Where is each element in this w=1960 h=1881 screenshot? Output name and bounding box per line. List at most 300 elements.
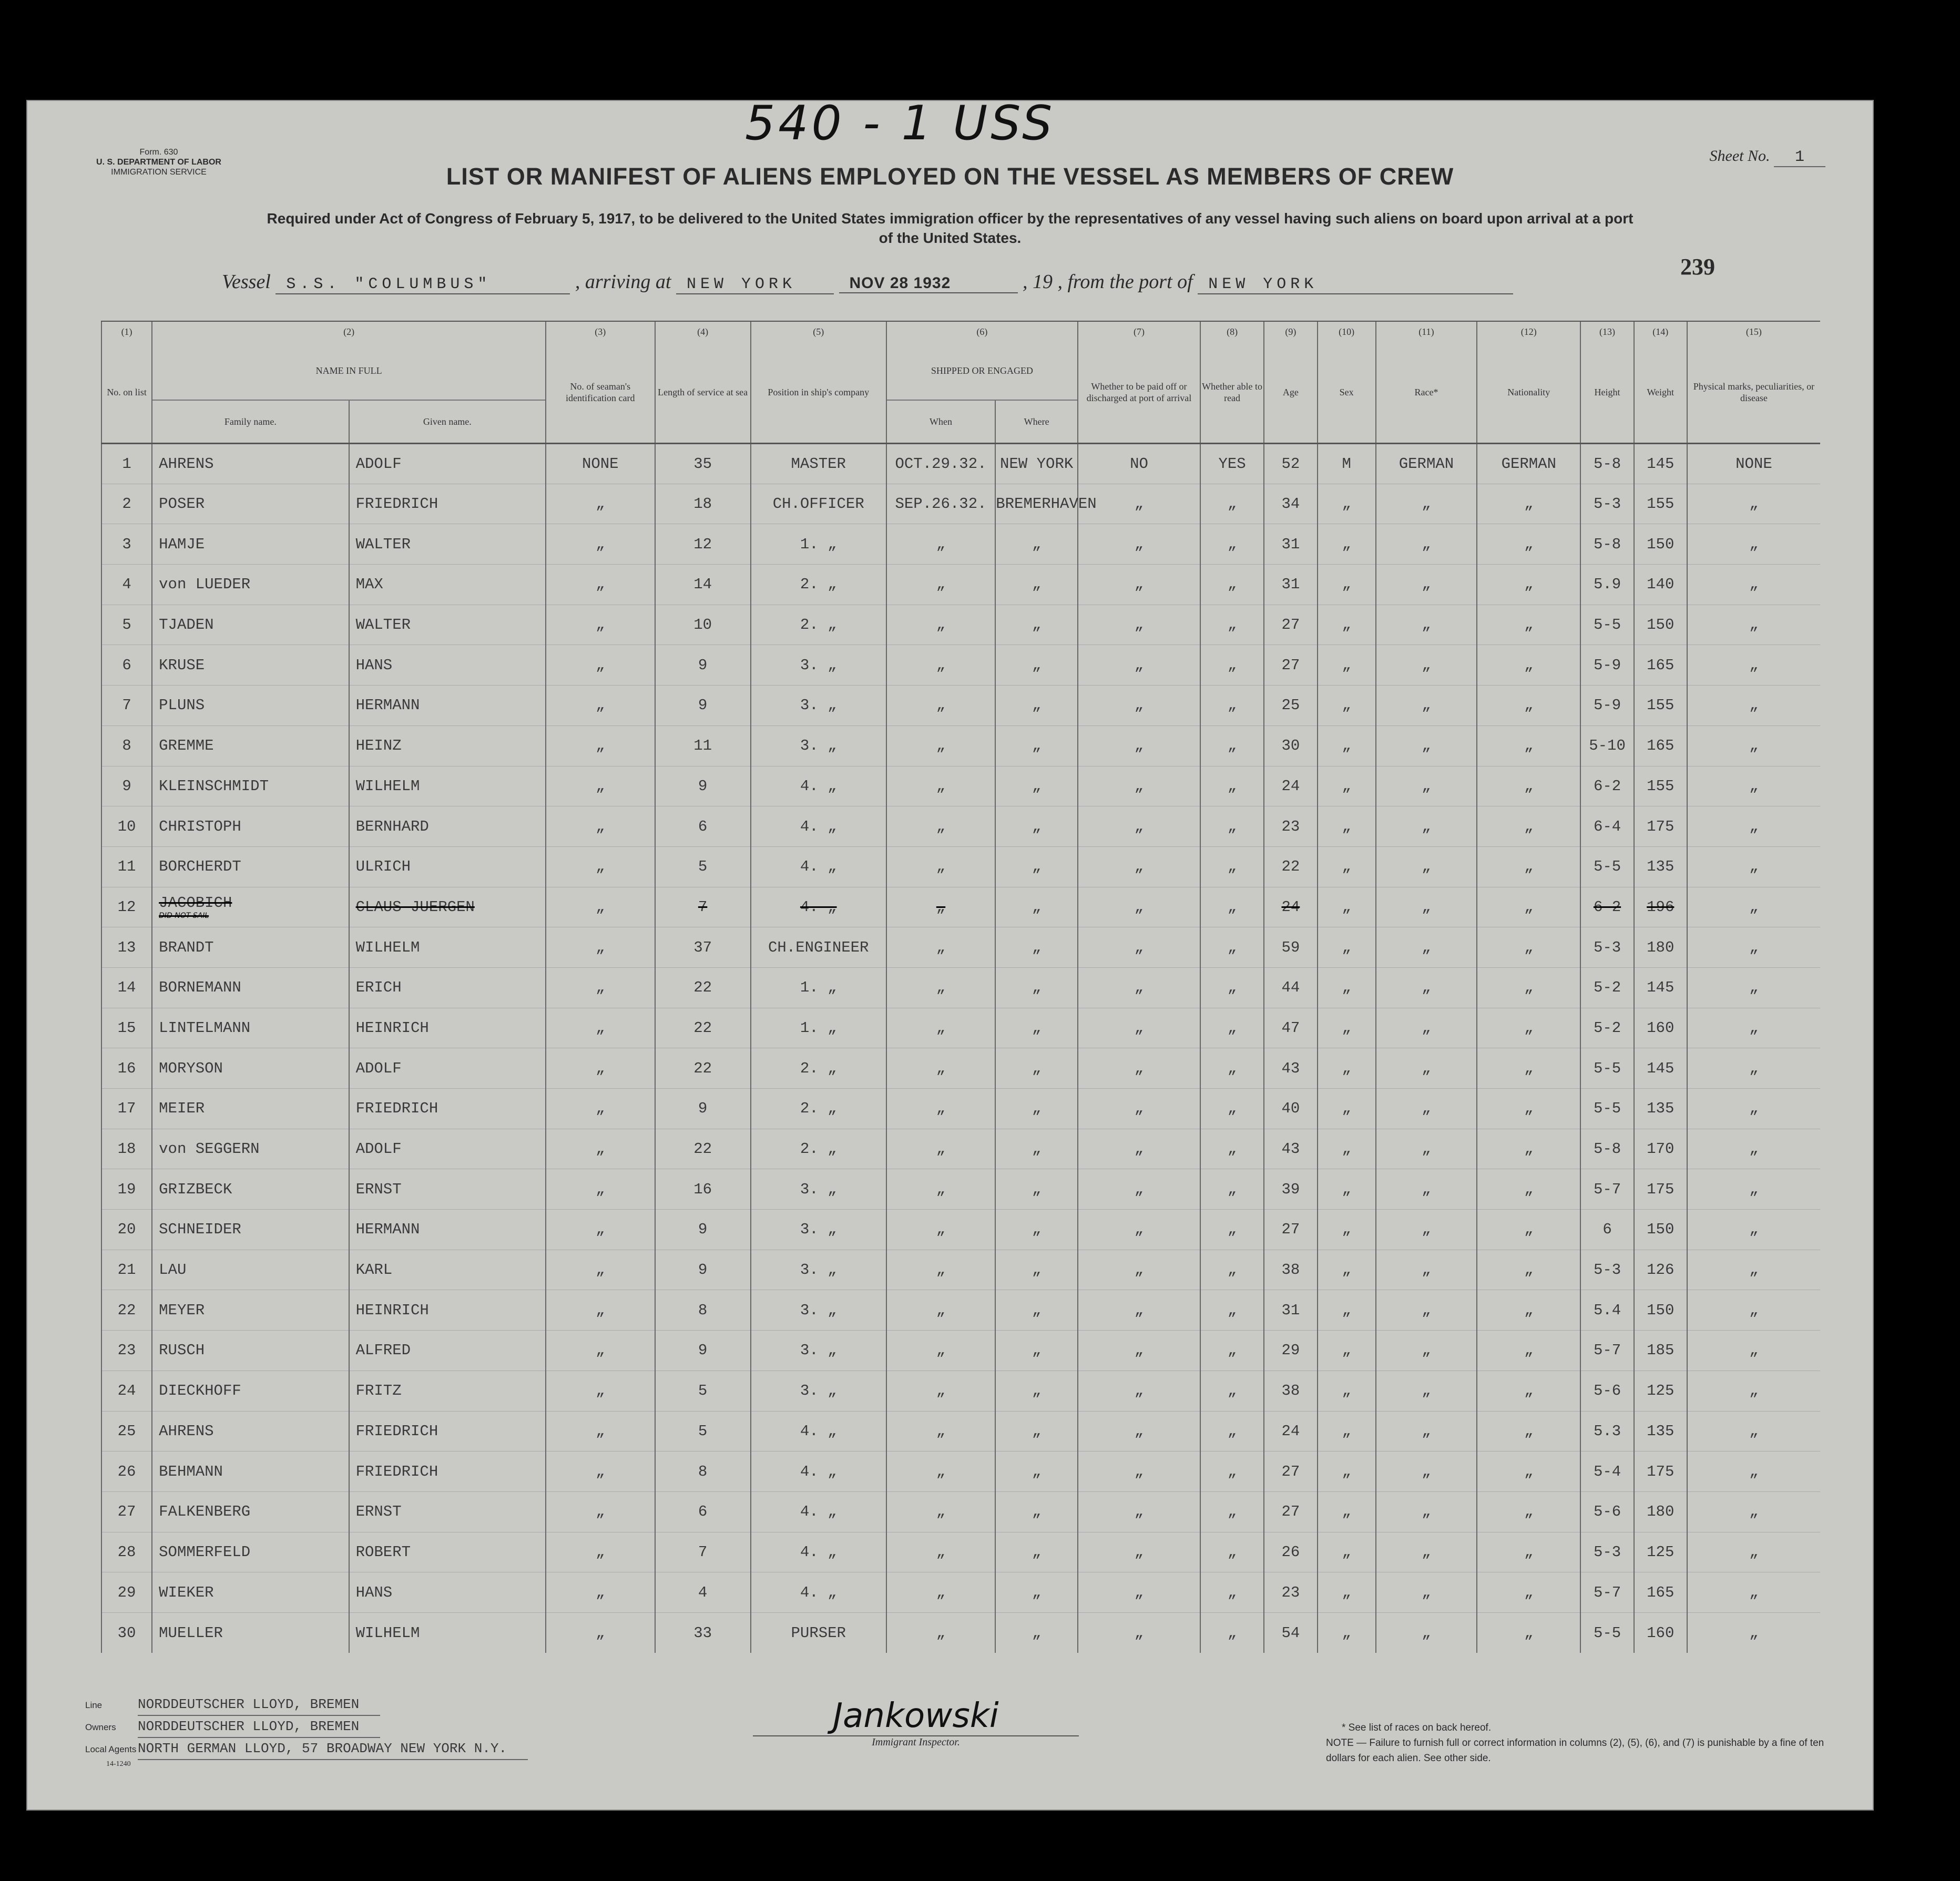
family-name-cell: KLEINSCHMIDT: [152, 766, 349, 806]
height-cell: 5-5: [1580, 1048, 1634, 1089]
form-number: Form. 630: [139, 148, 178, 157]
able-to-read-cell: „: [1200, 1129, 1264, 1169]
id-card-cell: „: [546, 1089, 655, 1129]
position-cell: MASTER: [751, 444, 886, 484]
position-cell: 1. „: [751, 524, 886, 565]
height-cell: 6: [1580, 1210, 1634, 1250]
table-row: [101, 846, 1820, 887]
years-at-sea-cell: 9: [655, 645, 751, 686]
nationality-cell: „: [1477, 927, 1580, 968]
shipped-when-cell: „: [886, 1290, 995, 1331]
row-number-cell: 19: [101, 1169, 152, 1210]
able-to-read-cell: „: [1200, 524, 1264, 565]
id-card-cell: „: [546, 1169, 655, 1210]
weight-cell: 175: [1634, 1451, 1687, 1492]
family-name-cell: POSER: [152, 484, 349, 524]
age-cell: 25: [1264, 686, 1317, 726]
physical-marks-cell: „: [1687, 1048, 1820, 1089]
nationality-cell: „: [1477, 1491, 1580, 1532]
id-card-cell: „: [546, 645, 655, 686]
shipped-when-cell: „: [886, 1210, 995, 1250]
position-cell: 3. „: [751, 1210, 886, 1250]
shipped-where-cell: „: [995, 967, 1078, 1008]
shipped-when-cell: „: [886, 1250, 995, 1290]
given-name-cell: MAX: [349, 565, 546, 605]
position-cell: 3. „: [751, 1250, 886, 1290]
height-cell: 5-8: [1580, 444, 1634, 484]
years-at-sea-cell: 4: [655, 1572, 751, 1613]
arriving-label: , arriving at: [575, 271, 671, 293]
weight-cell: 150: [1634, 605, 1687, 645]
years-at-sea-cell: 14: [655, 565, 751, 605]
id-card-cell: „: [546, 1572, 655, 1613]
sex-cell: „: [1318, 927, 1376, 968]
id-card-cell: „: [546, 605, 655, 645]
header-family-name: Family name.: [152, 400, 349, 444]
col-num: (6): [886, 321, 1078, 342]
years-at-sea-cell: 9: [655, 1250, 751, 1290]
header-nationality: Nationality: [1477, 342, 1580, 444]
family-name-cell: von LUEDER: [152, 565, 349, 605]
given-name-cell: FRIEDRICH: [349, 1411, 546, 1451]
shipped-when-cell: „: [886, 1331, 995, 1371]
table-row: [101, 605, 1820, 645]
id-card-cell: „: [546, 1250, 655, 1290]
family-name-cell: MEYER: [152, 1290, 349, 1331]
position-cell: 2. „: [751, 605, 886, 645]
weight-cell: 185: [1634, 1331, 1687, 1371]
col-num: (12): [1477, 321, 1580, 342]
physical-marks-cell: „: [1687, 524, 1820, 565]
table-row: [101, 1331, 1820, 1371]
able-to-read-cell: „: [1200, 887, 1264, 927]
position-cell: 3. „: [751, 1371, 886, 1411]
years-at-sea-cell: 5: [655, 1411, 751, 1451]
weight-cell: 135: [1634, 1411, 1687, 1451]
row-number-cell: 9: [101, 766, 152, 806]
able-to-read-cell: „: [1200, 1331, 1264, 1371]
years-at-sea-cell: 6: [655, 1491, 751, 1532]
id-card-cell: „: [546, 1331, 655, 1371]
race-cell: „: [1376, 967, 1477, 1008]
shipped-where-cell: „: [995, 524, 1078, 565]
race-cell: „: [1376, 806, 1477, 847]
age-cell: 22: [1264, 846, 1317, 887]
weight-cell: 165: [1634, 1572, 1687, 1613]
years-at-sea-cell: 9: [655, 686, 751, 726]
age-cell: 24: [1264, 766, 1317, 806]
family-name-cell: KRUSE: [152, 645, 349, 686]
table-row: [101, 1411, 1820, 1451]
height-cell: 5-3: [1580, 484, 1634, 524]
row-number-cell: 23: [101, 1331, 152, 1371]
sex-cell: „: [1318, 1250, 1376, 1290]
shipped-when-cell: „: [886, 1169, 995, 1210]
years-at-sea-cell: 10: [655, 605, 751, 645]
able-to-read-cell: „: [1200, 1089, 1264, 1129]
paid-off-cell: „: [1078, 1411, 1200, 1451]
height-cell: 5-2: [1580, 967, 1634, 1008]
age-cell: 24: [1264, 1411, 1317, 1451]
physical-marks-cell: „: [1687, 1129, 1820, 1169]
years-at-sea-cell: 9: [655, 1210, 751, 1250]
position-cell: 4. „: [751, 1532, 886, 1572]
height-cell: 5-10: [1580, 725, 1634, 766]
weight-cell: 170: [1634, 1129, 1687, 1169]
nationality-cell: „: [1477, 1371, 1580, 1411]
col-num: (15): [1687, 321, 1820, 342]
row-number-cell: 2: [101, 484, 152, 524]
position-cell: 1. „: [751, 967, 886, 1008]
paid-off-cell: „: [1078, 1612, 1200, 1653]
sex-cell: „: [1318, 1048, 1376, 1089]
position-cell: 2. „: [751, 1089, 886, 1129]
table-row: [101, 1008, 1820, 1048]
given-name-cell: HANS: [349, 645, 546, 686]
position-cell: 2. „: [751, 1048, 886, 1089]
family-name-cell: TJADEN: [152, 605, 349, 645]
years-at-sea-cell: 18: [655, 484, 751, 524]
row-number-cell: 4: [101, 565, 152, 605]
physical-marks-cell: „: [1687, 1371, 1820, 1411]
position-cell: 4. „: [751, 846, 886, 887]
department-name: U. S. DEPARTMENT OF LABOR: [96, 158, 221, 167]
able-to-read-cell: „: [1200, 1250, 1264, 1290]
form-code: 14-1240: [106, 1760, 131, 1768]
row-number-cell: 21: [101, 1250, 152, 1290]
row-number-cell: 12: [101, 887, 152, 927]
position-cell: 3. „: [751, 686, 886, 726]
race-cell: „: [1376, 1129, 1477, 1169]
shipped-when-cell: „: [886, 887, 995, 927]
given-name-cell: KARL: [349, 1250, 546, 1290]
id-card-cell: NONE: [546, 444, 655, 484]
age-cell: 31: [1264, 1290, 1317, 1331]
height-cell: 5-3: [1580, 1532, 1634, 1572]
weight-cell: 125: [1634, 1532, 1687, 1572]
years-at-sea-cell: 22: [655, 1048, 751, 1089]
table-row: [101, 967, 1820, 1008]
years-at-sea-cell: 9: [655, 1331, 751, 1371]
header-sex: Sex: [1318, 342, 1376, 444]
paid-off-cell: „: [1078, 1290, 1200, 1331]
physical-marks-cell: „: [1687, 1572, 1820, 1613]
age-cell: 34: [1264, 484, 1317, 524]
race-cell: „: [1376, 605, 1477, 645]
id-card-cell: „: [546, 1008, 655, 1048]
given-name-cell: ERICH: [349, 967, 546, 1008]
age-cell: 38: [1264, 1250, 1317, 1290]
age-cell: 40: [1264, 1089, 1317, 1129]
position-cell: 1. „: [751, 1008, 886, 1048]
age-cell: 27: [1264, 1451, 1317, 1492]
col-num: (7): [1078, 321, 1200, 342]
able-to-read-cell: „: [1200, 766, 1264, 806]
row-number-cell: 7: [101, 686, 152, 726]
nationality-cell: „: [1477, 605, 1580, 645]
inspector-signature: Jankowski: [833, 1696, 999, 1735]
weight-cell: 126: [1634, 1250, 1687, 1290]
race-cell: „: [1376, 1250, 1477, 1290]
race-cell: „: [1376, 1008, 1477, 1048]
shipped-when-cell: „: [886, 1411, 995, 1451]
id-card-cell: „: [546, 1129, 655, 1169]
table-row: [101, 565, 1820, 605]
able-to-read-cell: „: [1200, 605, 1264, 645]
position-cell: 4. „: [751, 766, 886, 806]
shipped-when-cell: SEP.26.32.: [886, 484, 995, 524]
owners-value: NORDDEUTSCHER LLOYD, BREMEN: [138, 1716, 380, 1738]
age-cell: 39: [1264, 1169, 1317, 1210]
from-port: NEW YORK: [1198, 275, 1513, 294]
age-cell: 43: [1264, 1129, 1317, 1169]
family-name-cell: HAMJE: [152, 524, 349, 565]
weight-cell: 145: [1634, 1048, 1687, 1089]
table-row: [101, 484, 1820, 524]
given-name-cell: ERNST: [349, 1491, 546, 1532]
height-cell: 5-8: [1580, 524, 1634, 565]
years-at-sea-cell: 9: [655, 766, 751, 806]
position-cell: CH.OFFICER: [751, 484, 886, 524]
nationality-cell: „: [1477, 1331, 1580, 1371]
paid-off-cell: „: [1078, 1089, 1200, 1129]
sex-cell: „: [1318, 1491, 1376, 1532]
years-at-sea-cell: 8: [655, 1290, 751, 1331]
shipped-where-cell: „: [995, 1129, 1078, 1169]
shipped-when-cell: „: [886, 1129, 995, 1169]
shipped-where-cell: „: [995, 1008, 1078, 1048]
age-cell: 47: [1264, 1008, 1317, 1048]
age-cell: 23: [1264, 806, 1317, 847]
shipped-where-cell: „: [995, 1290, 1078, 1331]
weight-cell: 180: [1634, 1491, 1687, 1532]
sex-cell: „: [1318, 887, 1376, 927]
physical-marks-cell: „: [1687, 1612, 1820, 1653]
shipped-where-cell: „: [995, 846, 1078, 887]
able-to-read-cell: „: [1200, 846, 1264, 887]
sex-cell: „: [1318, 1612, 1376, 1653]
id-card-cell: „: [546, 1290, 655, 1331]
shipped-where-cell: „: [995, 766, 1078, 806]
given-name-cell: HANS: [349, 1572, 546, 1613]
able-to-read-cell: „: [1200, 1210, 1264, 1250]
given-name-cell: WILHELM: [349, 927, 546, 968]
table-row: [101, 806, 1820, 847]
sex-cell: „: [1318, 605, 1376, 645]
physical-marks-cell: „: [1687, 1169, 1820, 1210]
weight-cell: 150: [1634, 1210, 1687, 1250]
family-name-cell: WIEKER: [152, 1572, 349, 1613]
table-row: [101, 1290, 1820, 1331]
paid-off-cell: „: [1078, 524, 1200, 565]
table-row: [101, 725, 1820, 766]
nationality-cell: „: [1477, 846, 1580, 887]
row-number-cell: 28: [101, 1532, 152, 1572]
height-cell: 5-8: [1580, 1129, 1634, 1169]
weight-cell: 175: [1634, 806, 1687, 847]
col-num: (4): [655, 321, 751, 342]
able-to-read-cell: „: [1200, 927, 1264, 968]
header-name-in-full: NAME IN FULL: [152, 342, 546, 400]
sex-cell: „: [1318, 484, 1376, 524]
inspector-caption: Immigrant Inspector.: [872, 1736, 960, 1748]
id-card-cell: „: [546, 1371, 655, 1411]
col-num: (11): [1376, 321, 1477, 342]
physical-marks-cell: NONE: [1687, 444, 1820, 484]
height-cell: 6-2: [1580, 887, 1634, 927]
shipped-when-cell: „: [886, 605, 995, 645]
table-row: [101, 1250, 1820, 1290]
nationality-cell: „: [1477, 1048, 1580, 1089]
table-row: [101, 1169, 1820, 1210]
weight-cell: 125: [1634, 1371, 1687, 1411]
crew-rows: [101, 444, 1820, 1653]
weight-cell: 180: [1634, 927, 1687, 968]
nationality-cell: „: [1477, 1250, 1580, 1290]
race-cell: „: [1376, 1532, 1477, 1572]
weight-cell: 196: [1634, 887, 1687, 927]
page-number: 239: [1680, 254, 1715, 280]
line-row: [85, 1694, 716, 1716]
years-at-sea-cell: 8: [655, 1451, 751, 1492]
shipped-when-cell: „: [886, 1572, 995, 1613]
race-cell: „: [1376, 1572, 1477, 1613]
nationality-cell: „: [1477, 1572, 1580, 1613]
header-where: Where: [995, 400, 1078, 444]
given-name-cell: FRIEDRICH: [349, 1089, 546, 1129]
height-cell: 5-9: [1580, 686, 1634, 726]
age-cell: 52: [1264, 444, 1317, 484]
physical-marks-cell: „: [1687, 484, 1820, 524]
physical-marks-cell: „: [1687, 967, 1820, 1008]
able-to-read-cell: „: [1200, 1371, 1264, 1411]
position-cell: 4. „: [751, 1411, 886, 1451]
id-card-cell: „: [546, 927, 655, 968]
age-cell: 54: [1264, 1612, 1317, 1653]
physical-marks-cell: „: [1687, 1008, 1820, 1048]
shipped-when-cell: „: [886, 524, 995, 565]
given-name-cell: HERMANN: [349, 1210, 546, 1250]
family-name-cell: GREMME: [152, 725, 349, 766]
height-cell: 5-5: [1580, 846, 1634, 887]
given-name-cell: ULRICH: [349, 846, 546, 887]
paid-off-cell: „: [1078, 806, 1200, 847]
table-row: [101, 1612, 1820, 1653]
weight-cell: 140: [1634, 565, 1687, 605]
years-at-sea-cell: 5: [655, 846, 751, 887]
height-cell: 6-2: [1580, 766, 1634, 806]
line-value: NORDDEUTSCHER LLOYD, BREMEN: [138, 1694, 380, 1716]
family-name-cell: AHRENS: [152, 444, 349, 484]
races-note: * See list of races on back hereof.: [1342, 1722, 1492, 1733]
able-to-read-cell: „: [1200, 645, 1264, 686]
shipped-when-cell: „: [886, 1008, 995, 1048]
race-cell: „: [1376, 645, 1477, 686]
nationality-cell: „: [1477, 524, 1580, 565]
shipped-where-cell: „: [995, 806, 1078, 847]
inspector-block: [732, 1696, 1100, 1749]
paid-off-cell: „: [1078, 1169, 1200, 1210]
weight-cell: 155: [1634, 686, 1687, 726]
agents-row: [85, 1738, 716, 1760]
nationality-cell: GERMAN: [1477, 444, 1580, 484]
shipped-when-cell: „: [886, 1491, 995, 1532]
shipped-where-cell: „: [995, 1491, 1078, 1532]
id-card-cell: „: [546, 806, 655, 847]
table-row: [101, 524, 1820, 565]
years-at-sea-cell: 5: [655, 1371, 751, 1411]
shipped-when-cell: „: [886, 1532, 995, 1572]
weight-cell: 135: [1634, 1089, 1687, 1129]
height-cell: 5-5: [1580, 605, 1634, 645]
col-num: (9): [1264, 321, 1317, 342]
paid-off-cell: „: [1078, 1371, 1200, 1411]
able-to-read-cell: „: [1200, 1290, 1264, 1331]
age-cell: 27: [1264, 1210, 1317, 1250]
physical-marks-cell: „: [1687, 725, 1820, 766]
able-to-read-cell: „: [1200, 1491, 1264, 1532]
header-paid-off: Whether to be paid off or discharged at port of arrival: [1078, 342, 1200, 444]
footer-block: [85, 1694, 716, 1768]
owners-row: [85, 1716, 716, 1738]
page-subtitle: Required under Act of Congress of February 5, 1917, to be delivered to the United States immigration officer by the representatives of any vessel having such aliens on board upon arrival at a port of the United States.: [267, 210, 1634, 246]
physical-marks-cell: „: [1687, 806, 1820, 847]
age-cell: 29: [1264, 1331, 1317, 1371]
sheet-label: Sheet No.: [1709, 147, 1770, 165]
shipped-where-cell: „: [995, 1048, 1078, 1089]
shipped-where-cell: „: [995, 1532, 1078, 1572]
shipped-where-cell: „: [995, 1572, 1078, 1613]
row-number-cell: 24: [101, 1371, 152, 1411]
age-cell: 31: [1264, 565, 1317, 605]
id-card-cell: „: [546, 686, 655, 726]
nationality-cell: „: [1477, 484, 1580, 524]
weight-cell: 160: [1634, 1008, 1687, 1048]
nationality-cell: „: [1477, 725, 1580, 766]
header-weight: Weight: [1634, 342, 1687, 444]
physical-marks-cell: „: [1687, 1290, 1820, 1331]
from-label: , from the port of: [1057, 271, 1193, 293]
table-row: [101, 1210, 1820, 1250]
able-to-read-cell: „: [1200, 565, 1264, 605]
shipped-when-cell: „: [886, 846, 995, 887]
row-number-cell: 30: [101, 1612, 152, 1653]
position-cell: 4. „: [751, 806, 886, 847]
position-cell: 4. „: [751, 1572, 886, 1613]
height-cell: 5-7: [1580, 1169, 1634, 1210]
family-name-cell: PLUNS: [152, 686, 349, 726]
age-cell: 27: [1264, 605, 1317, 645]
paid-off-cell: „: [1078, 686, 1200, 726]
nationality-cell: „: [1477, 766, 1580, 806]
given-name-cell: ADOLF: [349, 444, 546, 484]
given-name-cell: ERNST: [349, 1169, 546, 1210]
position-cell: 2. „: [751, 1129, 886, 1169]
col-num: (1): [101, 321, 152, 342]
physical-marks-cell: „: [1687, 766, 1820, 806]
given-name-cell: CLAUS JUERGEN: [349, 887, 546, 927]
shipped-when-cell: „: [886, 1048, 995, 1089]
nationality-cell: „: [1477, 1411, 1580, 1451]
family-name-cell: SOMMERFELD: [152, 1532, 349, 1572]
header-row: [101, 342, 1820, 400]
physical-marks-cell: „: [1687, 686, 1820, 726]
agents-label: Local Agents: [85, 1744, 137, 1754]
weight-cell: 145: [1634, 444, 1687, 484]
height-cell: 5-9: [1580, 645, 1634, 686]
col-num: (2): [152, 321, 546, 342]
arriving-port: NEW YORK: [676, 275, 834, 294]
